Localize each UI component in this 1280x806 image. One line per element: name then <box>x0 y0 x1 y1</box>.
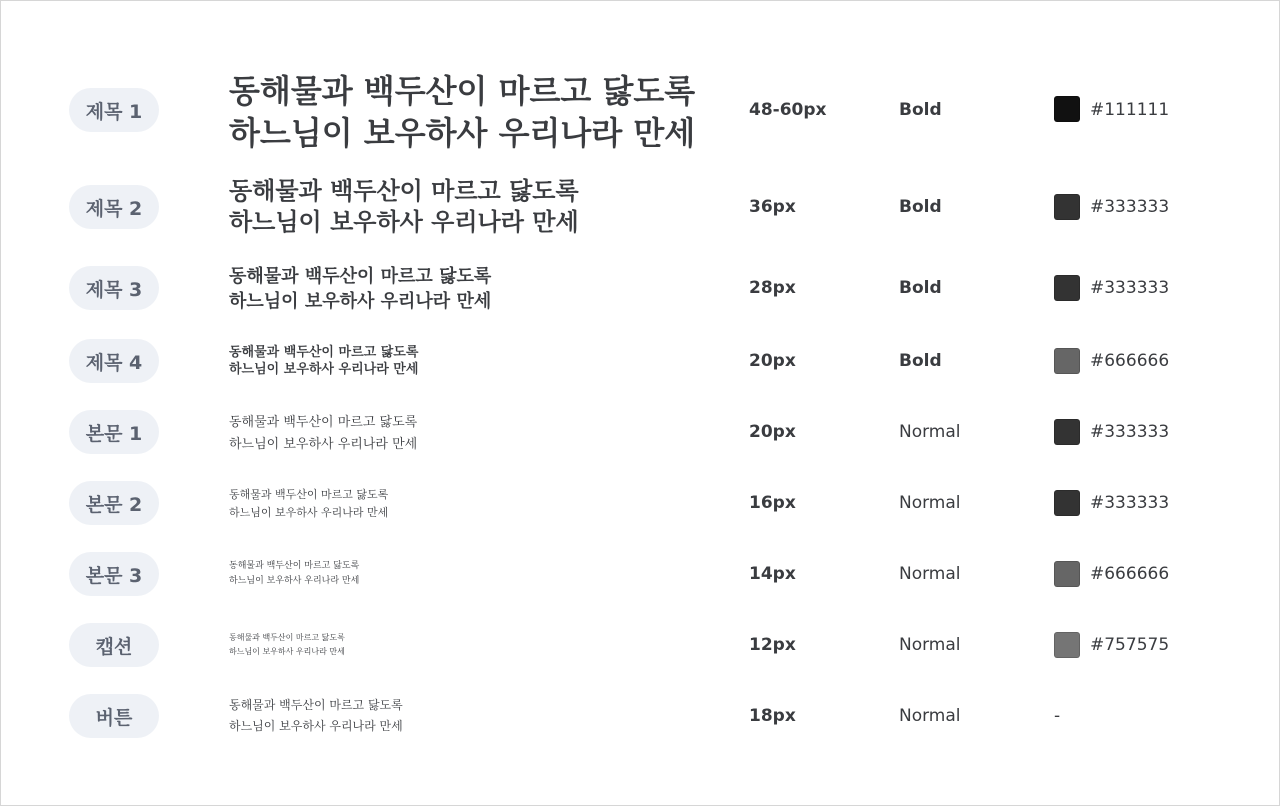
style-label-pill: 캡션 <box>69 623 159 667</box>
color-hex-value: #333333 <box>1090 422 1170 442</box>
sample-line-1: 동해물과 백두산이 마르고 닳도록 <box>229 415 418 430</box>
font-weight-value: Normal <box>899 493 961 513</box>
color-swatch <box>1054 419 1080 445</box>
font-size-value: 28px <box>749 278 796 298</box>
style-label-pill: 버튼 <box>69 694 159 738</box>
color-hex-value: #666666 <box>1090 564 1170 584</box>
font-size-value: 20px <box>749 422 796 442</box>
font-weight-value: Normal <box>899 635 961 655</box>
sample-line-1: 동해물과 백두산이 마르고 닳도록 <box>229 633 345 642</box>
sample-text <box>229 631 345 659</box>
font-size-value: 16px <box>749 493 796 513</box>
color-swatch <box>1054 348 1080 374</box>
sample-text <box>229 559 359 589</box>
color-hex-value: - <box>1054 706 1061 726</box>
sample-line-1: 동해물과 백두산이 마르고 닳도록 <box>229 488 389 501</box>
sample-line-1: 동해물과 백두산이 마르고 닳도록 <box>229 266 492 287</box>
sample-line-2: 하느님이 보우하사 우리나라 만세 <box>229 506 389 519</box>
font-weight-value: Bold <box>899 278 942 298</box>
font-size-value: 12px <box>749 635 796 655</box>
color-hex-value: #333333 <box>1090 493 1170 513</box>
sample-text <box>229 486 388 522</box>
sample-text <box>229 412 417 456</box>
color-swatch <box>1054 561 1080 587</box>
font-size-value: 14px <box>749 564 796 584</box>
font-size-value: 18px <box>749 706 796 726</box>
sample-line-1: 동해물과 백두산이 마르고 닳도록 <box>229 345 419 360</box>
sample-line-2: 하느님이 보우하사 우리나라 만세 <box>229 114 696 152</box>
sample-text <box>229 264 491 314</box>
font-weight-value: Bold <box>899 351 942 371</box>
color-hex-value: #333333 <box>1090 197 1170 217</box>
font-weight-value: Normal <box>899 564 961 584</box>
color-hex-value: #666666 <box>1090 351 1170 371</box>
font-weight-value: Normal <box>899 706 961 726</box>
font-size-value: 36px <box>749 197 796 217</box>
sample-line-2: 하느님이 보우하사 우리나라 만세 <box>229 576 360 586</box>
sample-line-1: 동해물과 백두산이 마르고 닳도록 <box>229 698 403 712</box>
color-hex-value: #333333 <box>1090 278 1170 298</box>
color-swatch <box>1054 275 1080 301</box>
style-label-pill: 본문 3 <box>69 552 159 596</box>
color-hex-value: #111111 <box>1090 100 1170 120</box>
sample-text <box>229 70 695 154</box>
font-size-value: 48-60px <box>749 100 827 120</box>
style-label-pill: 본문 2 <box>69 481 159 525</box>
font-weight-value: Normal <box>899 422 961 442</box>
sample-text <box>229 695 403 737</box>
sample-line-1: 동해물과 백두산이 마르고 닳도록 <box>229 177 579 205</box>
style-label-pill: 제목 1 <box>69 88 159 132</box>
font-size-value: 20px <box>749 351 796 371</box>
color-swatch <box>1054 490 1080 516</box>
style-label-pill: 제목 3 <box>69 266 159 310</box>
font-weight-value: Bold <box>899 197 942 217</box>
sample-line-2: 하느님이 보우하사 우리나라 만세 <box>229 647 345 656</box>
color-swatch <box>1054 194 1080 220</box>
style-label-pill: 제목 4 <box>69 339 159 383</box>
style-label-pill: 본문 1 <box>69 410 159 454</box>
style-label-pill: 제목 2 <box>69 185 159 229</box>
sample-line-2: 하느님이 보우하사 우리나라 만세 <box>229 362 419 377</box>
color-hex-value: #757575 <box>1090 635 1170 655</box>
sample-line-2: 하느님이 보우하사 우리나라 만세 <box>229 208 579 236</box>
color-swatch <box>1054 632 1080 658</box>
color-swatch <box>1054 96 1080 122</box>
sample-line-1: 동해물과 백두산이 마르고 닳도록 <box>229 72 696 110</box>
sample-line-2: 하느님이 보우하사 우리나라 만세 <box>229 719 403 733</box>
font-weight-value: Bold <box>899 100 942 120</box>
sample-text <box>229 344 418 378</box>
sample-text <box>229 176 579 238</box>
sample-line-2: 하느님이 보우하사 우리나라 만세 <box>229 437 418 452</box>
sample-line-2: 하느님이 보우하사 우리나라 만세 <box>229 291 492 312</box>
sample-line-1: 동해물과 백두산이 마르고 닳도록 <box>229 561 360 571</box>
